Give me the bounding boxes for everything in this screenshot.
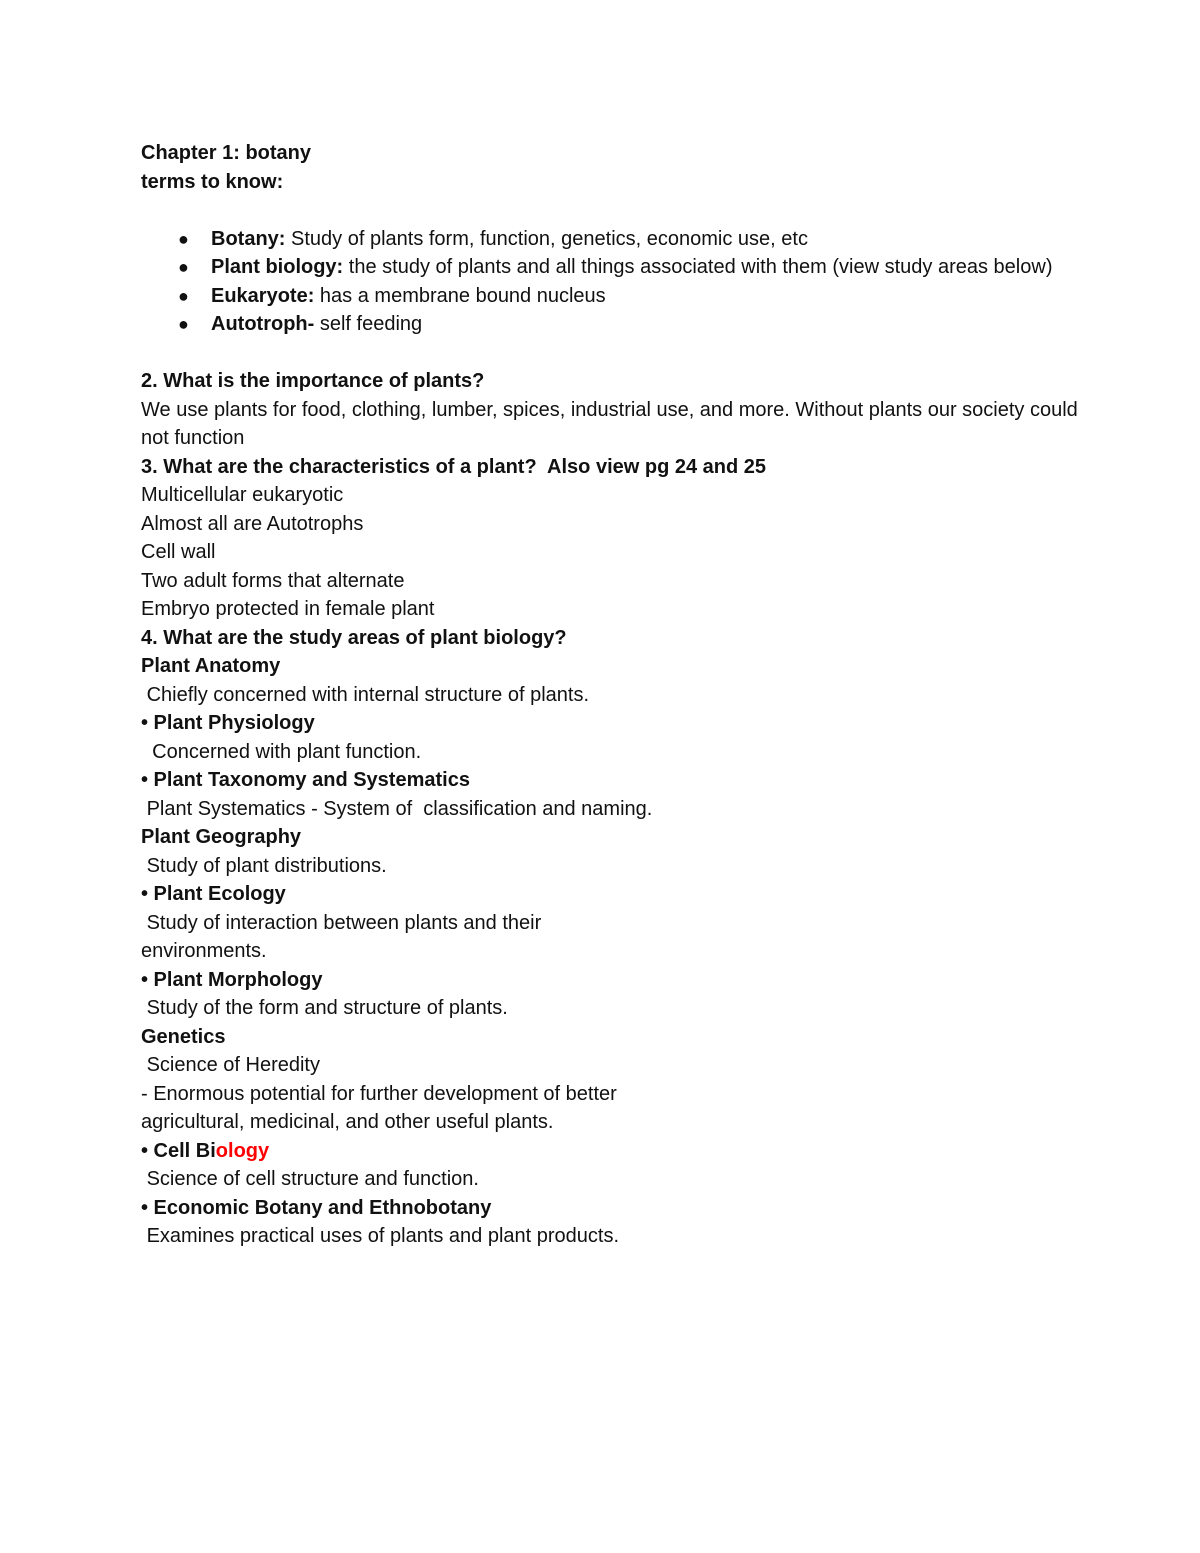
- term-label: Botany:: [211, 227, 286, 250]
- answer-3-item: Two adult forms that alternate: [141, 569, 405, 592]
- study-area-desc: Examines practical uses of plants and plant products.: [141, 1225, 620, 1247]
- question-4: 4. What are the study areas of plant biology?: [141, 626, 567, 649]
- term-definition: has a membrane bound nucleus: [314, 284, 606, 307]
- answer-3-item: Multicellular eukaryotic: [141, 484, 344, 506]
- list-item: [178, 310, 1081, 339]
- list-item: [178, 282, 1081, 311]
- chapter-heading: Chapter 1: botany: [141, 142, 312, 164]
- bullet-icon: ●: [178, 257, 189, 277]
- list-item: [178, 253, 1081, 282]
- study-area-title: Plant Geography: [141, 826, 302, 848]
- study-area-title: • Economic Botany and Ethnobotany: [141, 1196, 492, 1219]
- document-page: [141, 139, 1084, 1251]
- term-label: Autotroph-: [211, 313, 315, 335]
- terms-list: [141, 225, 1081, 339]
- term-definition: self feeding: [314, 313, 423, 335]
- term-definition: Study of plants form, function, genetics, economic use, etc: [285, 227, 808, 250]
- term-label: Eukaryote:: [211, 284, 315, 307]
- study-area-desc: Plant Systematics - System of classification and naming.: [141, 797, 653, 820]
- study-area-title-prefix: • Cell Bi: [141, 1139, 216, 1162]
- terms-subtitle: terms to know:: [141, 170, 284, 193]
- answer-3-item: Cell wall: [141, 541, 216, 563]
- study-area-title: [141, 1137, 1081, 1166]
- study-area-title: Genetics: [141, 1025, 226, 1048]
- study-area-desc: Science of Heredity - Enormous potential for further development of better agricultural, medicinal, and other useful plants.: [141, 1054, 617, 1133]
- question-2: 2. What is the importance of plants?: [141, 370, 485, 392]
- study-area-title: Plant Anatomy: [141, 655, 281, 677]
- list-item: [178, 225, 1081, 254]
- answer-3-item: Embryo protected in female plant: [141, 598, 435, 620]
- study-area-desc: Study of plant distributions.: [141, 854, 387, 877]
- study-area-title: • Plant Taxonomy and Systematics: [141, 769, 470, 791]
- study-area-title-highlight: ology: [215, 1139, 270, 1162]
- study-area-desc: Science of cell structure and function.: [141, 1168, 479, 1190]
- question-3: 3. What are the characteristics of a plant? Also view pg 24 and 25: [141, 455, 767, 478]
- bullet-icon: ●: [178, 314, 189, 334]
- answer-2: We use plants for food, clothing, lumber, spices, industrial use, and more. Without plants our society could not function: [141, 398, 1084, 449]
- study-area-desc: Study of interaction between plants and their environments.: [141, 911, 542, 962]
- study-area-desc: Concerned with plant function.: [141, 740, 422, 763]
- study-area-desc: Chiefly concerned with internal structure of plants.: [141, 683, 590, 706]
- study-area-title: • Plant Morphology: [141, 968, 323, 991]
- study-area-desc: Study of the form and structure of plants.: [141, 997, 508, 1019]
- bullet-icon: ●: [178, 228, 189, 249]
- study-area-title: • Plant Physiology: [141, 712, 315, 734]
- study-area-title: • Plant Ecology: [141, 883, 286, 905]
- bullet-icon: ●: [178, 285, 189, 306]
- term-label: Plant biology:: [211, 256, 344, 278]
- term-definition: the study of plants and all things associated with them (view study areas below): [343, 256, 1053, 278]
- answer-3-item: Almost all are Autotrophs: [141, 512, 364, 535]
